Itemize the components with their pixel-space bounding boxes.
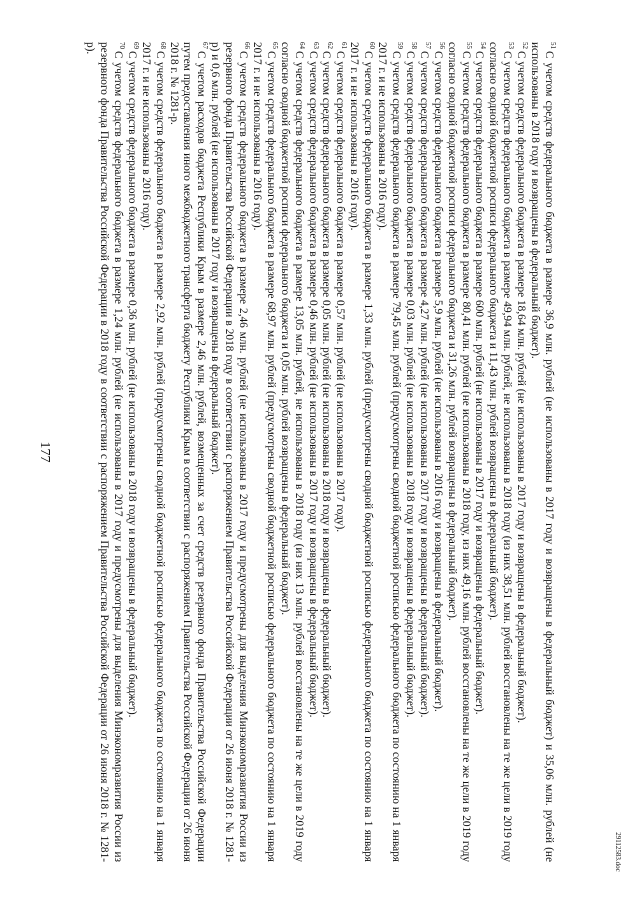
footnote-text: С учетом средств федерального бюджета в размере 1,24 млн. рублей (не использованы в 2017 году и предусмотрены для выделения Минэкономразвития России из резервного фонда Правительства Российской Федерации в 2018 году в соответствии с распоряжением Правительства Российской Федерации от 26 июня 2018 г. № 1281-р). <box>84 42 124 862</box>
footnote-item <box>485 42 516 862</box>
footnote-number: 60 <box>367 42 376 49</box>
footnote-text: С учетом средств федерального бюджета в размере 68,97 млн. рублей (предусмотрены сводной бюджетной росписью федерального бюджета по состоянию на 1 января 2017 г. и не использованы в 2016 году). <box>250 42 277 862</box>
footnote-text: С учетом средств федерального бюджета в размере 0,05 млн. рублей (не использованы в 2018 году и возвращены в федеральный бюджет). <box>320 51 333 718</box>
footnote-number: 53 <box>507 42 516 49</box>
footnote-text: С учетом средств федерального бюджета в размере 49,94 млн. рублей, не использованы в 2018 году (из них 38,51 млн. рублей восстановлены на те же цели в 2019 году согласно сводной бюджетной росписи федерального бюджета и 11,43 млн. рублей возвращены в федеральный бюджет). <box>487 42 514 862</box>
footnote-number: 52 <box>520 42 529 49</box>
footnote-number: 57 <box>423 42 432 49</box>
footnote-number: 62 <box>326 42 335 49</box>
footnote-text: С учетом средств федерального бюджета в размере 36,9 млн. рублей (не использованы в 2017 году и возвращены в федеральный бюджет) и 35,06 млн. рублей (не использованы в 2018 году и возвращены в федеральный бюджет). <box>529 42 555 862</box>
footnote-item <box>249 42 277 862</box>
footnote-number: 54 <box>479 42 488 49</box>
footnote-item <box>527 42 555 862</box>
footnote-number: 67 <box>201 42 210 49</box>
footnote-text: С учетом средств федерального бюджета в размере 2,46 млн. рублей (не использованы в 2017 году и предусмотрены для выделения Минэкономразвития России из резервного фонда Правительства Российской Федерации в 2018 году в соответствии с распоряжением Правительства Российской Федерации от 26 июня 2018 г. № 1281-р) и 0,6 млн. рублей (не использованы в 2017 году и возвращены в федеральный бюджет). <box>209 42 250 862</box>
footnote-number: 65 <box>270 42 279 49</box>
footnote-number: 64 <box>298 42 307 49</box>
footnote-text: С учетом средств федерального бюджета в размере 0,46 млн. рублей (не использованы в 2017 году и возвращены в федеральный бюджет). <box>306 51 319 718</box>
footnote-item <box>444 42 472 862</box>
document-id: 29112583.doc <box>614 832 622 872</box>
footnote-item <box>305 42 319 862</box>
footnote-item <box>82 42 124 862</box>
footnote-item <box>277 42 305 862</box>
footnote-text: С учетом средств федерального бюджета в размере 0,03 млн. рублей (не использованы в 2018 году и возвращены в федеральный бюджет). <box>403 51 416 718</box>
footnote-text: С учетом средств федерального бюджета в размере 1,33 млн. рублей (предусмотрены сводной бюджетной росписью федерального бюджета по состоянию на 1 января 2017 г. и не использованы в 2016 году). <box>348 42 375 862</box>
footnote-item <box>319 42 333 862</box>
footnote-item <box>333 42 347 862</box>
footnote-item <box>402 42 416 862</box>
footnote-number: 68 <box>159 42 168 49</box>
footnote-number: 51 <box>548 42 557 49</box>
footnote-text: С учетом средств федерального бюджета в размере 0,57 млн. рублей (не использованы в 2017 году). <box>334 51 347 533</box>
footnote-text: С учетом средств федерального бюджета в размере 2,92 млн. рублей (предусмотрены сводной бюджетной росписью федерального бюджета по состоянию на 1 января 2017 г. и не использованы в 2016 году). <box>139 42 166 862</box>
footnote-text: С учетом средств федерального бюджета в размере 600 млн. рублей (не использованы в 2017 году и возвращены в федеральный бюджет). <box>473 51 486 715</box>
footnote-number: 56 <box>437 42 446 49</box>
footnote-number: 55 <box>465 42 474 49</box>
footnote-item <box>374 42 402 862</box>
page-number: 177 <box>37 441 52 463</box>
footnote-item <box>166 42 208 862</box>
footnote-number: 59 <box>395 42 404 49</box>
footnote-text: С учетом средств федерального бюджета в размере 4,27 млн. рублей (не использованы в 2017 году и возвращены в федеральный бюджет). <box>417 51 430 718</box>
footnote-item <box>472 42 486 862</box>
footnote-text: С учетом средств федерального бюджета в размере 79,45 млн. рублей (предусмотрены сводной бюджетной росписью федерального бюджета по состоянию на 1 января 2017 г. и не использованы в 2016 году). <box>376 42 403 862</box>
footnote-item <box>430 42 444 862</box>
footnote-item <box>346 42 374 862</box>
footnote-item <box>513 42 527 862</box>
footnote-number: 61 <box>340 42 349 49</box>
footnote-text: С учетом средств федерального бюджета в размере 5,9 млн. рублей (не использованы в 2016 году и возвращены в федеральный бюджет). <box>431 51 444 712</box>
footnote-text: С учетом средств федерального бюджета в размере 18,64 млн. рублей (не использованы в 2017 году и возвращены в федеральный бюджет). <box>515 51 528 724</box>
footnote-item <box>124 42 138 862</box>
footnote-item <box>138 42 166 862</box>
footnote-text: С учетом средств федерального бюджета в размере 13,05 млн. рублей, не использованы в 2018 году (из них 13 млн. рублей восстановлены на те же цели в 2019 году согласно сводной бюджетной росписи федерального бюджета и 0,05 млн. рублей возвращены в федеральный бюджет). <box>278 42 305 862</box>
footnote-number: 70 <box>117 42 126 49</box>
footnote-number: 66 <box>242 42 251 49</box>
footnote-text: С учетом средств федерального бюджета в размере 80,41 млн. рублей (не использованы в 2018 году, из них 49,16 млн. рублей восстановлены на те же цели в 2019 году согласно сводной бюджетной росписи федерального бюджета и 31,26 млн. рублей возвращены в федеральный бюджет). <box>445 42 472 862</box>
footnote-list <box>82 42 555 862</box>
footnote-number: 63 <box>312 42 321 49</box>
footnotes-block <box>85 42 555 862</box>
footnote-number: 58 <box>409 42 418 49</box>
footnote-item <box>416 42 430 862</box>
footnote-item <box>207 42 249 862</box>
footnote-text: С учетом средств федерального бюджета в размере 0,36 млн. рублей (не использованы в 2018 году и возвращены в федеральный бюджет). <box>125 51 138 718</box>
footnote-number: 69 <box>131 42 140 49</box>
footnote-text: С учетом расходов бюджета Республики Крым в размере 2,46 млн. рублей, возмещенных за счет средств резервного фонда Правительства Российской Федерации путем предоставления иного межбюджетного трансферта бюджету Республики Крым в соответствии с распоряжением Правительства Российской Федерации от 26 июня 2018 г. № 1281-р. <box>167 42 208 862</box>
